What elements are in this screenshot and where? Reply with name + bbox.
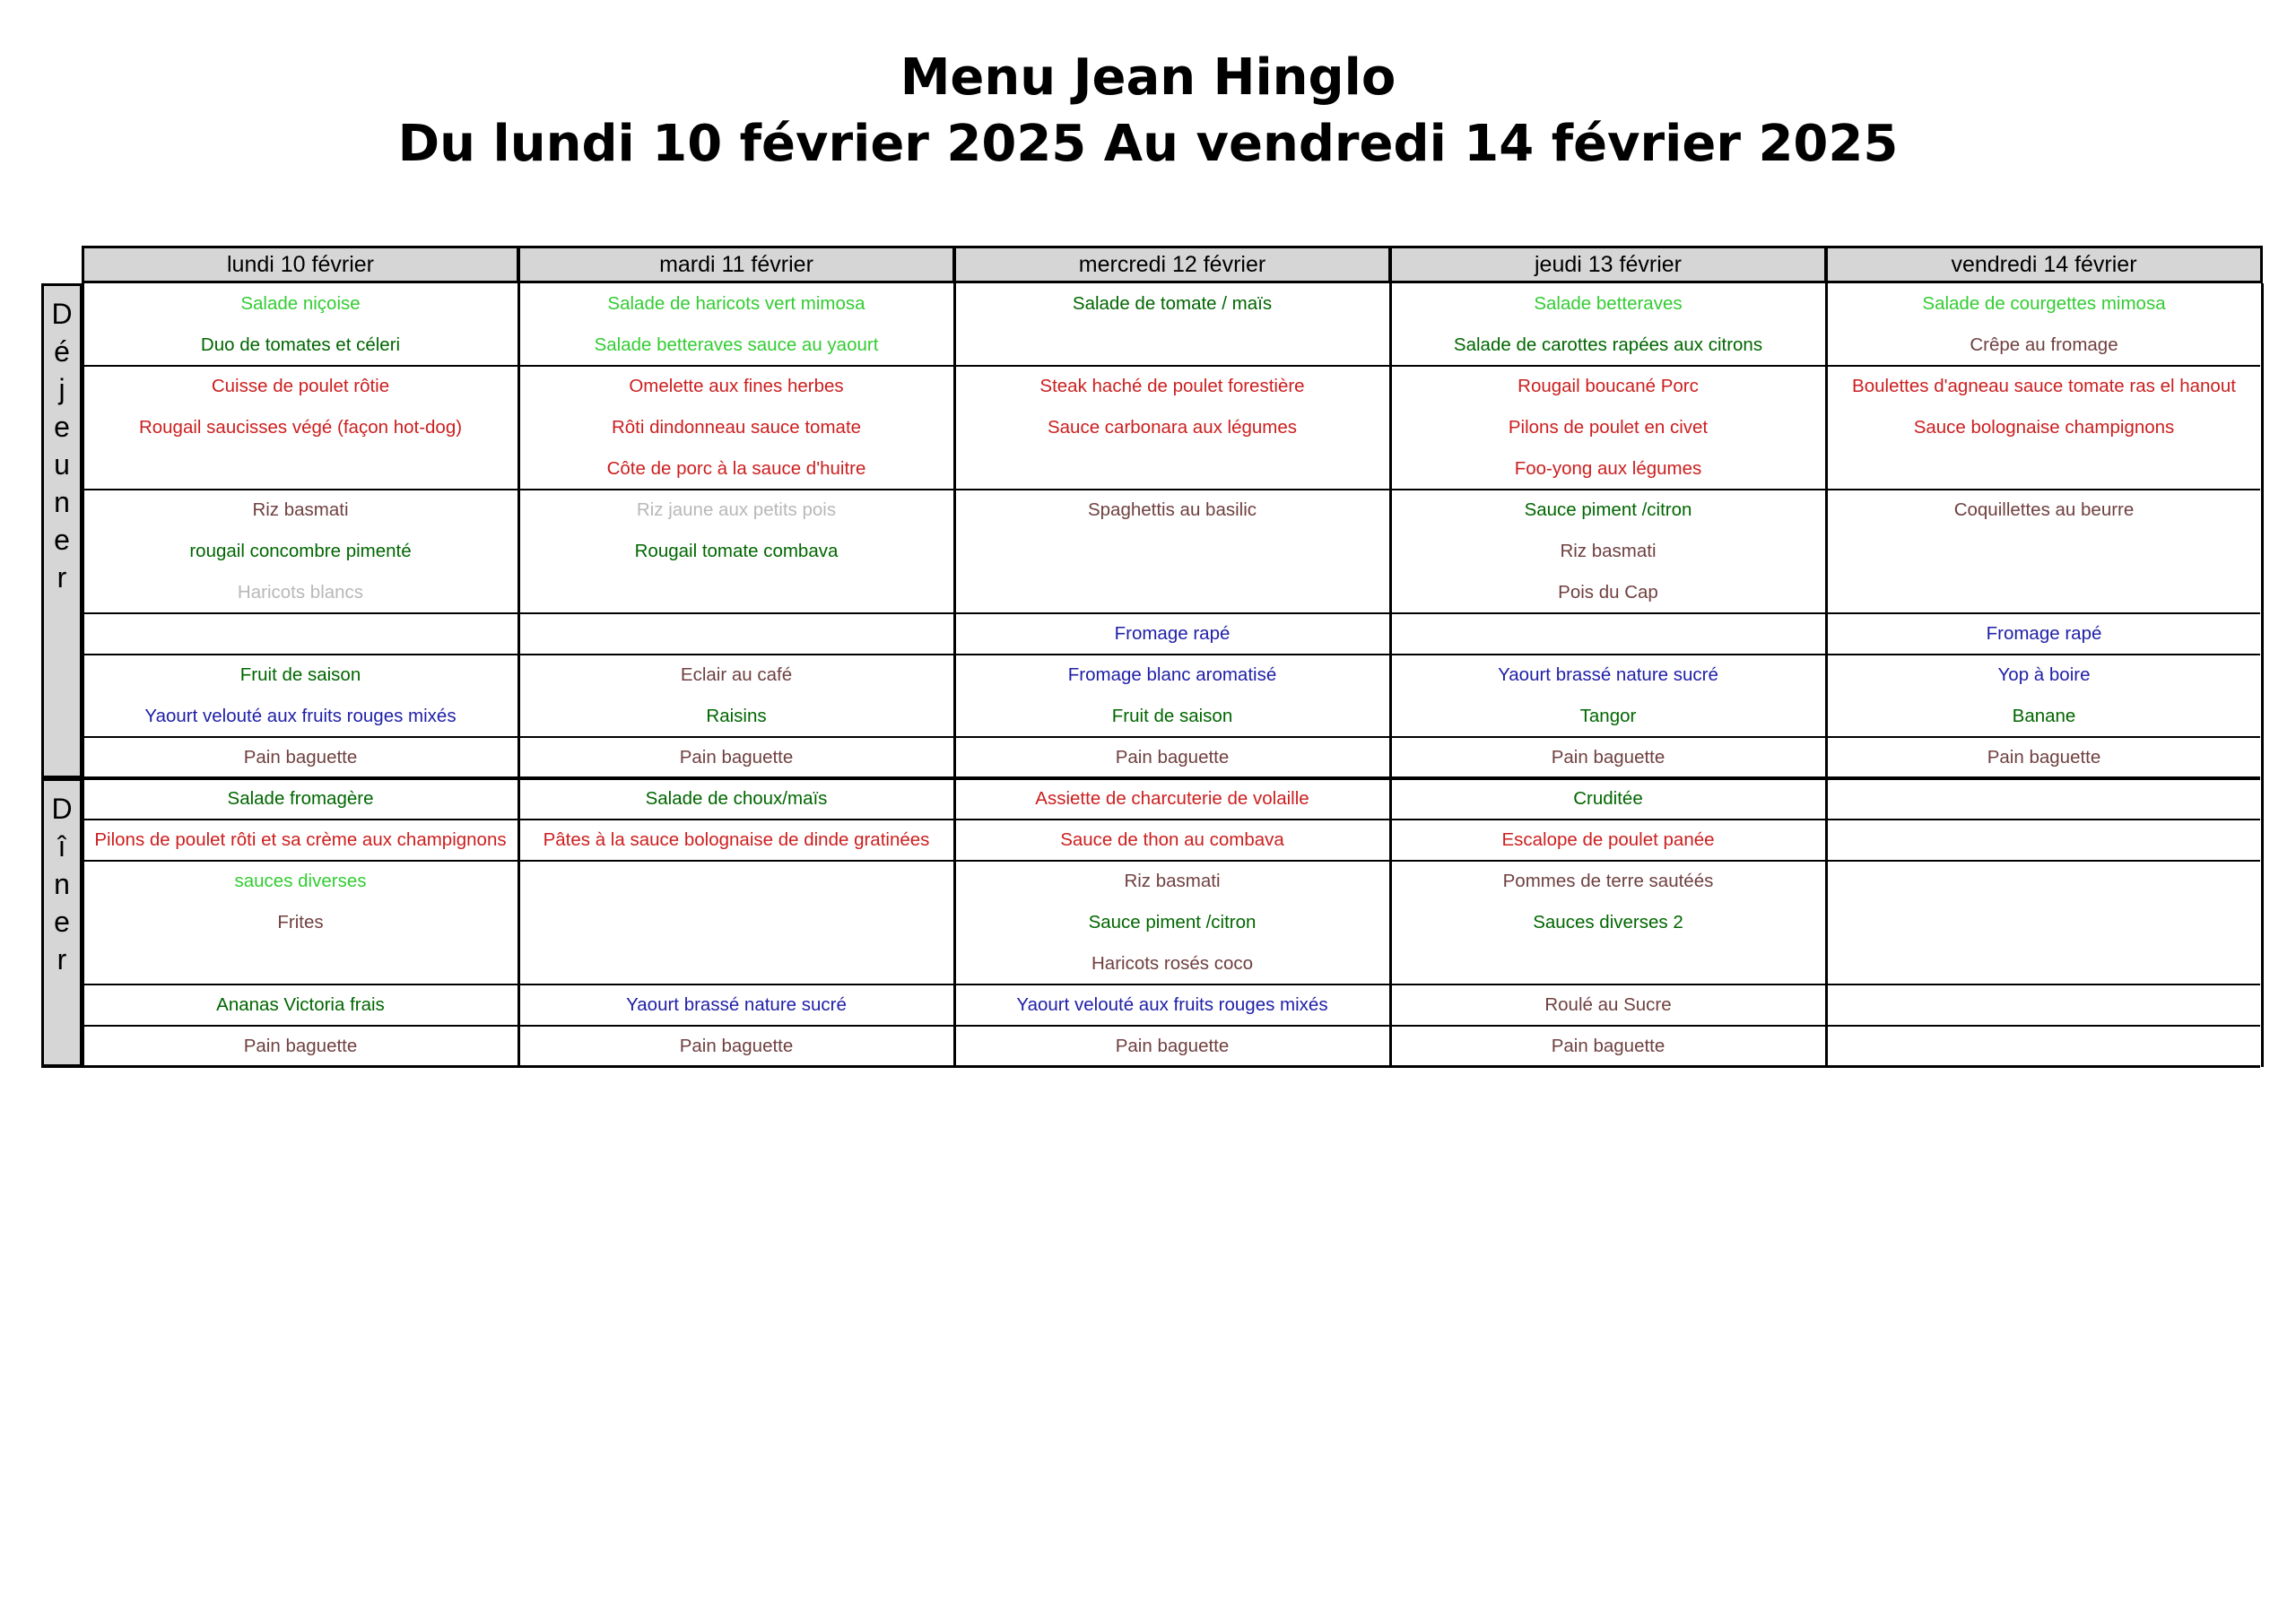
menu-item: Sauce piment /citron xyxy=(1088,912,1257,932)
menu-item: Pois du Cap xyxy=(1558,582,1658,603)
column-divider xyxy=(1389,778,1392,1067)
column-divider xyxy=(2261,778,2264,1067)
menu-item: Yaourt brassé nature sucré xyxy=(1498,664,1718,685)
menu-item: Foo-yong aux légumes xyxy=(1514,458,1702,479)
column-divider xyxy=(953,283,956,778)
menu-item: Boulettes d'agneau sauce tomate ras el hanout xyxy=(1852,376,2236,396)
menu-item: Assiette de charcuterie de volaille xyxy=(1035,788,1309,809)
menu-item: Crêpe au fromage xyxy=(1970,334,2118,355)
menu-item: Pain baguette xyxy=(1987,747,2101,768)
menu-item: Pommes de terre sautéés xyxy=(1502,871,1714,891)
menu-item: Haricots blancs xyxy=(237,582,364,603)
menu-item: Omelette aux fines herbes xyxy=(629,376,844,396)
menu-item: Salade de choux/maïs xyxy=(645,788,828,809)
page-title: Menu Jean Hinglo xyxy=(900,48,1396,107)
menu-item: Escalope de poulet panée xyxy=(1501,829,1715,850)
day-header: lundi 10 février xyxy=(82,246,519,283)
meal-label: D î n e r xyxy=(41,778,83,1067)
menu-item: Riz basmati xyxy=(1560,541,1657,561)
menu-item: Salade betteraves sauce au yaourt xyxy=(594,334,879,355)
meal-label: D é j e u n e r xyxy=(41,283,83,778)
menu-item: Yaourt brassé nature sucré xyxy=(626,994,847,1015)
menu-item: Riz jaune aux petits pois xyxy=(636,499,837,520)
menu-item: Riz basmati xyxy=(1124,871,1221,891)
menu-item: Sauce piment /citron xyxy=(1524,499,1692,520)
menu-item: Pain baguette xyxy=(1115,747,1230,768)
menu-item: Sauce de thon au combava xyxy=(1060,829,1284,850)
menu-item: Rôti dindonneau sauce tomate xyxy=(611,417,862,438)
menu-item: Steak haché de poulet forestière xyxy=(1039,376,1305,396)
menu-item: Sauces diverses 2 xyxy=(1533,912,1683,932)
menu-item: Yaourt velouté aux fruits rouges mixés xyxy=(1016,994,1328,1015)
menu-item: Salade de haricots vert mimosa xyxy=(607,293,865,314)
menu-item: Banane xyxy=(2012,706,2076,726)
menu-item: Côte de porc à la sauce d'huitre xyxy=(606,458,866,479)
menu-item: Raisins xyxy=(706,706,767,726)
column-divider xyxy=(517,778,520,1067)
menu-item: Pain baguette xyxy=(243,747,358,768)
day-header: vendredi 14 février xyxy=(1825,246,2263,283)
menu-item: Pâtes à la sauce bolognaise de dinde gratinées xyxy=(543,829,930,850)
menu-item: Salade de courgettes mimosa xyxy=(1922,293,2166,314)
day-header: mardi 11 février xyxy=(517,246,955,283)
menu-item: Pain baguette xyxy=(679,747,794,768)
table-bottom-border xyxy=(41,1065,2260,1068)
menu-item: Ananas Victoria frais xyxy=(216,994,385,1015)
menu-item: Salade betteraves xyxy=(1534,293,1683,314)
menu-item: Roulé au Sucre xyxy=(1544,994,1672,1015)
menu-item: Rougail saucisses végé (façon hot-dog) xyxy=(138,417,463,438)
menu-item: Fromage blanc aromatisé xyxy=(1067,664,1277,685)
menu-item: Sauce bolognaise champignons xyxy=(1913,417,2175,438)
menu-item: sauces diverses xyxy=(234,871,367,891)
day-header: jeudi 13 février xyxy=(1389,246,1827,283)
menu-item: Duo de tomates et céleri xyxy=(200,334,401,355)
menu-item: Fruit de saison xyxy=(239,664,361,685)
menu-item: Pain baguette xyxy=(679,1036,794,1056)
page-subtitle: Du lundi 10 février 2025 Au vendredi 14 février 2025 xyxy=(397,115,1899,173)
menu-item: Pilons de poulet rôti et sa crème aux champignons xyxy=(94,829,507,850)
menu-item: Pain baguette xyxy=(1551,747,1665,768)
menu-item: Fruit de saison xyxy=(1111,706,1233,726)
column-divider xyxy=(82,778,84,1067)
menu-item: Coquillettes au beurre xyxy=(1953,499,2135,520)
menu-item: Salade niçoise xyxy=(240,293,361,314)
menu-item: Riz basmati xyxy=(252,499,349,520)
menu-item: Pain baguette xyxy=(243,1036,358,1056)
menu-item: Haricots rosés coco xyxy=(1091,953,1253,974)
menu-item: Sauce carbonara aux légumes xyxy=(1047,417,1298,438)
column-divider xyxy=(82,283,84,778)
menu-item: Pilons de poulet en civet xyxy=(1508,417,1709,438)
menu-item: Yop à boire xyxy=(1997,664,2091,685)
menu-item: Pain baguette xyxy=(1115,1036,1230,1056)
column-divider xyxy=(1825,778,1828,1067)
menu-item: Cruditée xyxy=(1573,788,1643,809)
column-divider xyxy=(953,778,956,1067)
menu-item: Pain baguette xyxy=(1551,1036,1665,1056)
menu-item: Tangor xyxy=(1579,706,1637,726)
menu-item: Eclair au café xyxy=(680,664,793,685)
menu-item: Rougail tomate combava xyxy=(634,541,839,561)
column-divider xyxy=(1825,283,1828,778)
menu-item: Salade de tomate / maïs xyxy=(1072,293,1273,314)
menu-item: Fromage rapé xyxy=(1114,623,1231,644)
day-header: mercredi 12 février xyxy=(953,246,1391,283)
column-divider xyxy=(517,283,520,778)
menu-item: Salade fromagère xyxy=(227,788,374,809)
menu-item: Salade de carottes rapées aux citrons xyxy=(1453,334,1763,355)
menu-item: Spaghettis au basilic xyxy=(1087,499,1257,520)
menu-item: rougail concombre pimenté xyxy=(189,541,412,561)
menu-item: Rougail boucané Porc xyxy=(1518,376,1699,396)
column-divider xyxy=(2261,283,2264,778)
menu-item: Fromage rapé xyxy=(1986,623,2102,644)
menu-item: Frites xyxy=(277,912,324,932)
menu-item: Yaourt velouté aux fruits rouges mixés xyxy=(144,706,457,726)
column-divider xyxy=(1389,283,1392,778)
menu-item: Cuisse de poulet rôtie xyxy=(211,376,390,396)
